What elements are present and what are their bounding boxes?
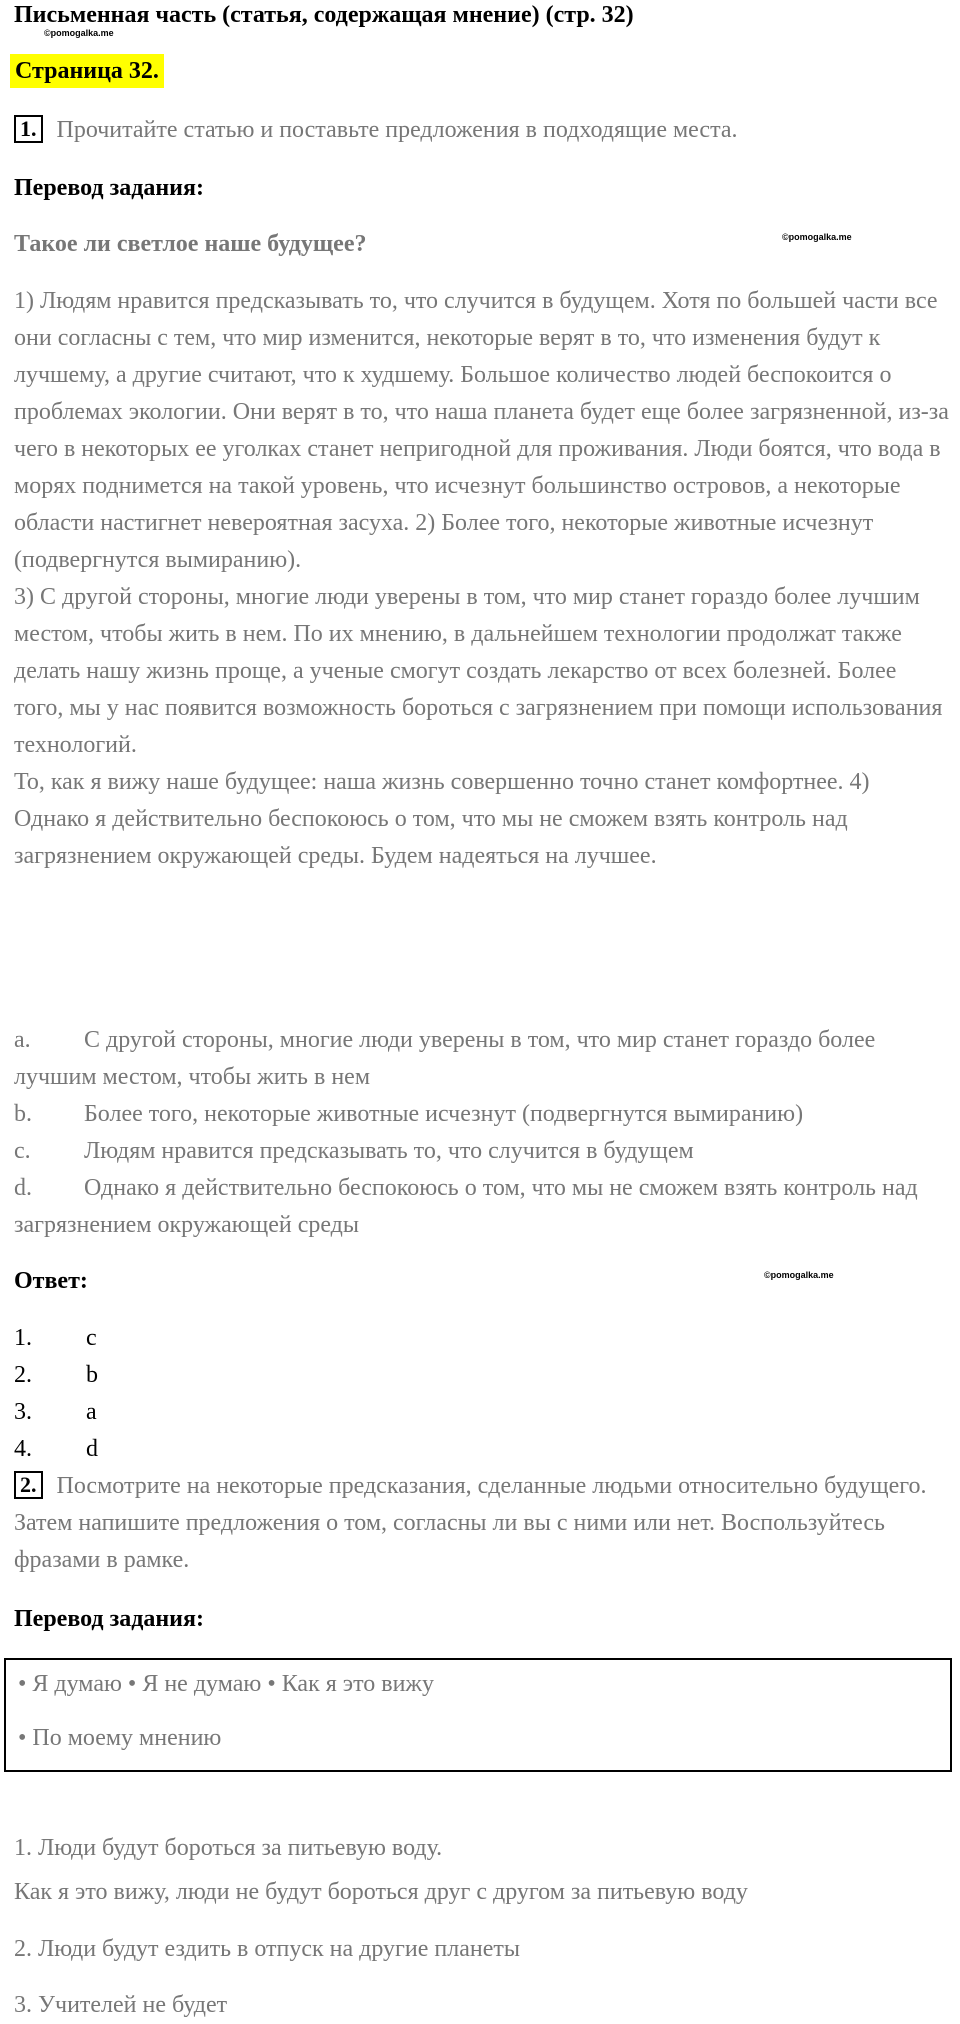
answer-number: 2. [14,1362,32,1388]
option-letter: b. [14,1101,32,1127]
prediction-item: 2. Люди будут ездить в отпуск на другие планеты [14,1936,520,1962]
prediction-response: Как я это вижу, люди не будут бороться друг с другом за питьевую воду [14,1879,748,1905]
answer-value: a [86,1399,97,1425]
answer-value: c [86,1325,97,1351]
task1-instruction-text: Прочитайте статью и поставьте предложения в подходящие места. [56,117,738,143]
task2-number: 2. [14,1471,43,1499]
article-paragraph: 1) Людям нравится предсказывать то, что случится в будущем. Хотя по большей части все они согласны с тем, что мир изменится, некоторые верят в то, что изменения будут к лучшему, а другие считают, что к худшему. Большое количество людей беспокоится о проблемах экологии. Они верят в то, что наша планета будет еще более загрязненной, из-за чего в некоторых ее уголках станет непригодной для проживания. Люди боятся, что вода в морях поднимется на такой уровень, что исчезнут большинство островов, а некоторые области настигнет невероятная засуха. 2) Более того, некоторые животные исчезнут (подвергнутся вымиранию). [14,288,949,573]
prediction-item: 1. Люди будут бороться за питьевую воду. [14,1835,443,1861]
answer-value: b [86,1362,98,1388]
task1-number: 1. [14,115,43,143]
option-text: Однако я действительно беспокоюсь о том, что мы не сможем взять контроль над загрязнением окружающей среды [14,1175,918,1238]
option-letter: a. [14,1027,31,1053]
page-label: Страница 32. [10,54,164,88]
task1-instruction [14,112,950,149]
watermark: ©pomogalka.me [764,1270,834,1280]
answer-number: 1. [14,1325,32,1351]
page-title: Письменная часть (статья, содержащая мнение) (стр. 32) [14,2,634,28]
answer-heading: Ответ: [14,1268,88,1294]
watermark: ©pomogalka.me [782,232,852,242]
options-list [14,1022,950,1244]
phrase-line: • Я думаю • Я не думаю • Как я это вижу [18,1671,434,1697]
watermark: ©pomogalka.me [44,28,114,38]
option-text: С другой стороны, многие люди уверены в том, что мир станет гораздо более лучшим местом, чтобы жить в нем [14,1027,876,1090]
list-item [14,1394,950,1431]
answers-list [14,1320,950,1468]
prediction-item: 3. Учителей не будет [14,1992,228,2018]
answer-number: 3. [14,1399,32,1425]
article-paragraph: 3) С другой стороны, многие люди уверены в том, что мир станет гораздо более лучшим местом, чтобы жить в нем. По их мнению, в дальнейшем технологии продолжат также делать нашу жизнь проще, а ученые смогут создать лекарство от всех болезней. Более того, мы у нас появится возможность бороться с загрязнением при помощи использования технологий. [14,584,943,758]
list-item [14,1133,950,1170]
option-letter: c. [14,1138,31,1164]
article-body [14,283,950,875]
article-title: Такое ли светлое наше будущее? [14,231,367,257]
answer-value: d [86,1436,98,1462]
list-item [14,1431,950,1468]
list-item [14,1357,950,1394]
list-item [14,1096,950,1133]
list-item [14,1320,950,1357]
answer-number: 4. [14,1436,32,1462]
option-text: Более того, некоторые животные исчезнут (подвергнутся вымиранию) [84,1101,804,1127]
article-paragraph: То, как я вижу наше будущее: наша жизнь совершенно точно станет комфортнее. 4) Однако я действительно беспокоюсь о том, что мы не сможем взять контроль над загрязнением окружающей среды. Будем надеяться на лучшее. [14,769,870,869]
phrase-line: • По моему мнению [18,1725,222,1751]
list-item [14,1170,950,1244]
task2-instruction [14,1468,950,1579]
list-item [14,1022,950,1096]
phrase-box [4,1658,952,1772]
task1-translation-heading: Перевод задания: [14,175,204,201]
task2-instruction-text: Посмотрите на некоторые предсказания, сделанные людьми относительно будущего. Затем напишите предложения о том, согласны ли вы с ними или нет. Воспользуйтесь фразами в рамке. [14,1473,927,1573]
option-letter: d. [14,1175,32,1201]
option-text: Людям нравится предсказывать то, что случится в будущем [84,1138,694,1164]
task2-translation-heading: Перевод задания: [14,1606,204,1632]
